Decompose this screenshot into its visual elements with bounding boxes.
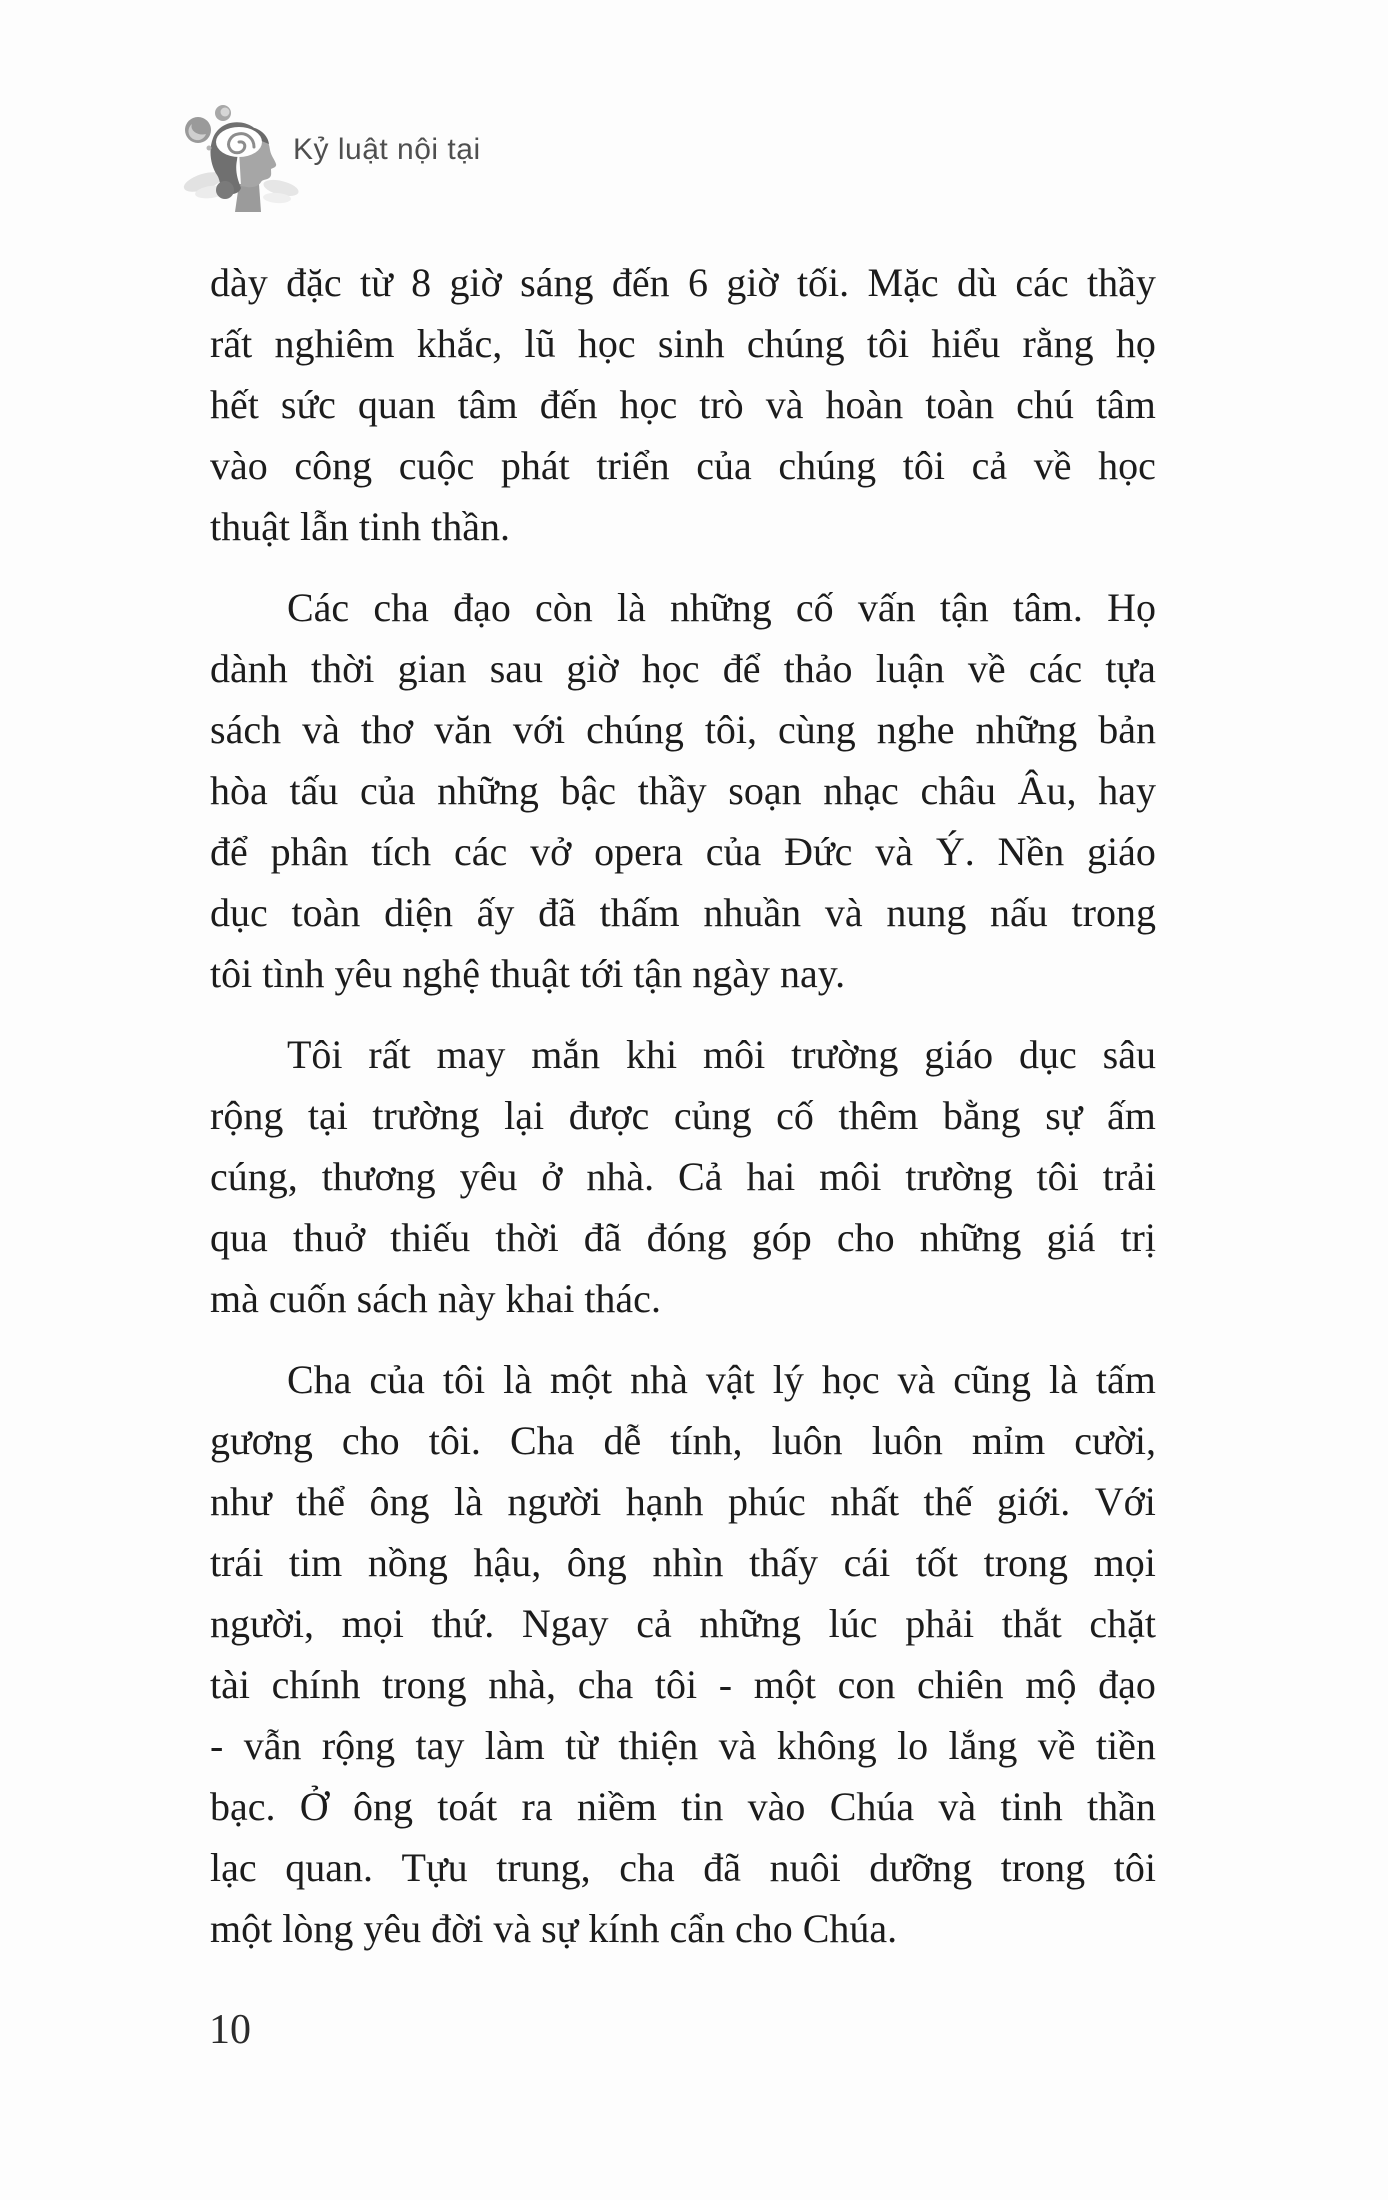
text-line: cúng, thương yêu ở nhà. Cả hai môi trường tôi trải	[210, 1154, 1156, 1199]
text-line: hết sức quan tâm đến học trò và hoàn toàn chú tâm	[210, 382, 1156, 427]
text-line: trái tim nồng hậu, ông nhìn thấy cái tốt trong mọi	[210, 1540, 1156, 1585]
thinking-head-icon	[181, 100, 305, 215]
paragraph	[210, 577, 1156, 1004]
text-line: lạc quan. Tựu trung, cha đã nuôi dưỡng trong tôi	[210, 1845, 1156, 1890]
text-line: Tôi rất may mắn khi môi trường giáo dục sâu	[287, 1032, 1156, 1077]
text-line: sách và thơ văn với chúng tôi, cùng nghe những bản	[210, 707, 1156, 752]
paragraph	[210, 1024, 1156, 1329]
text-line: rộng tại trường lại được củng cố thêm bằng sự ấm	[210, 1093, 1156, 1138]
text-line: vào công cuộc phát triển của chúng tôi cả về học	[210, 443, 1156, 488]
text-line: - vẫn rộng tay làm từ thiện và không lo lắng về tiền	[210, 1723, 1156, 1768]
text-line: dành thời gian sau giờ học để thảo luận về các tựa	[210, 646, 1156, 691]
text-line: dục toàn diện ấy đã thấm nhuần và nung nấu trong	[210, 890, 1156, 935]
page-number: 10	[209, 2007, 251, 2053]
text-line: hòa tấu của những bậc thầy soạn nhạc châu Âu, hay	[210, 768, 1156, 813]
text-line: một lòng yêu đời và sự kính cẩn cho Chúa.	[210, 1906, 898, 1951]
body-text	[210, 252, 1156, 1959]
text-line: tôi tình yêu nghệ thuật tới tận ngày nay.	[210, 951, 846, 996]
text-line: để phân tích các vở opera của Đức và Ý. Nền giáo	[210, 829, 1156, 874]
running-header-title: Kỷ luật nội tại	[293, 133, 481, 166]
text-line: Các cha đạo còn là những cố vấn tận tâm. Họ	[287, 585, 1156, 630]
text-line: mà cuốn sách này khai thác.	[210, 1276, 661, 1321]
paragraph	[210, 1349, 1156, 1959]
text-line: dày đặc từ 8 giờ sáng đến 6 giờ tối. Mặc dù các thầy	[210, 260, 1156, 305]
text-line: bạc. Ở ông toát ra niềm tin vào Chúa và tinh thần	[210, 1784, 1156, 1829]
text-line: tài chính trong nhà, cha tôi - một con chiên mộ đạo	[210, 1662, 1156, 1707]
text-line: người, mọi thứ. Ngay cả những lúc phải thắt chặt	[210, 1601, 1156, 1646]
paragraph	[210, 252, 1156, 557]
text-line: gương cho tôi. Cha dễ tính, luôn luôn mỉm cười,	[210, 1418, 1156, 1463]
text-line: rất nghiêm khắc, lũ học sinh chúng tôi hiểu rằng họ	[210, 321, 1156, 366]
text-line: thuật lẫn tinh thần.	[210, 504, 510, 549]
text-line: Cha của tôi là một nhà vật lý học và cũng là tấm	[287, 1357, 1156, 1402]
text-line: như thể ông là người hạnh phúc nhất thế giới. Với	[210, 1479, 1156, 1524]
text-line: qua thuở thiếu thời đã đóng góp cho những giá trị	[210, 1215, 1156, 1260]
